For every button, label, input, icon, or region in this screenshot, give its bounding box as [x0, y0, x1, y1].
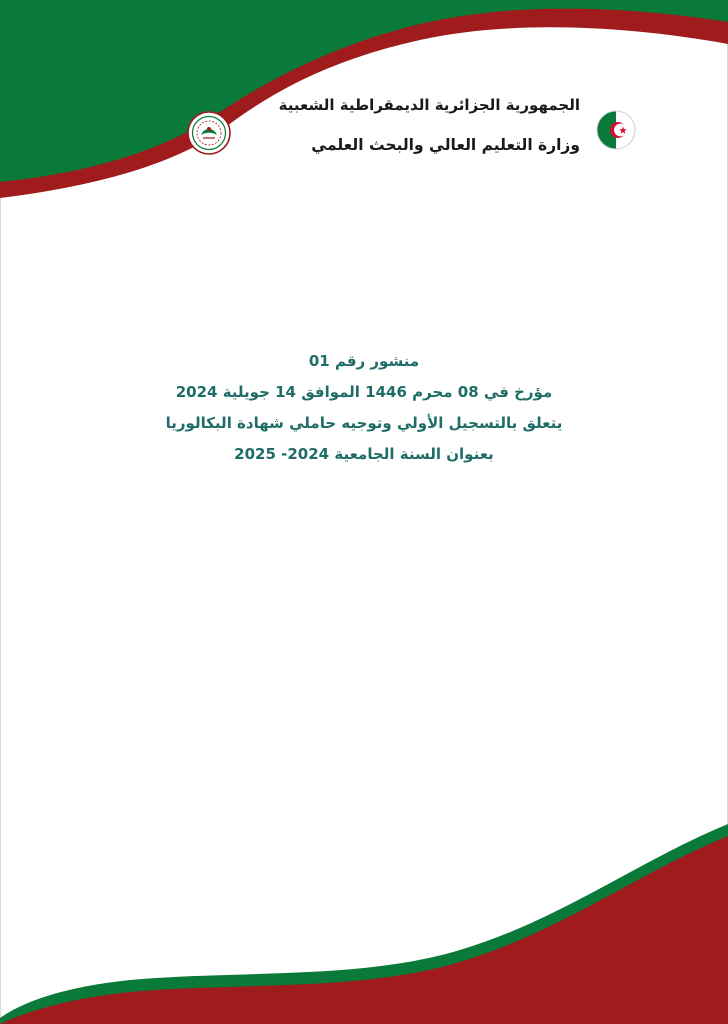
circular-date: مؤرخ في 08 محرم 1446 الموافق 14 جويلية 2024 [175, 383, 553, 401]
circular-number: منشور رقم 01 [308, 352, 420, 370]
circular-title-block [0, 346, 728, 470]
ministry-seal-icon [186, 110, 232, 156]
republic-name: الجمهورية الجزائرية الديمقراطية الشعبية [278, 96, 580, 114]
bottom-red-band [0, 836, 728, 1024]
ministry-name: وزارة التعليم العالي والبحث العلمي [311, 136, 580, 154]
circular-subject: يتعلق بالتسجيل الأولي وتوجيه حاملي شهادة البكالوريا [165, 414, 563, 432]
algeria-flag-icon [596, 110, 636, 150]
circular-academic-year: بعنوان السنة الجامعية 2024- 2025 [234, 445, 494, 463]
bottom-decorative-wave [0, 820, 728, 1024]
